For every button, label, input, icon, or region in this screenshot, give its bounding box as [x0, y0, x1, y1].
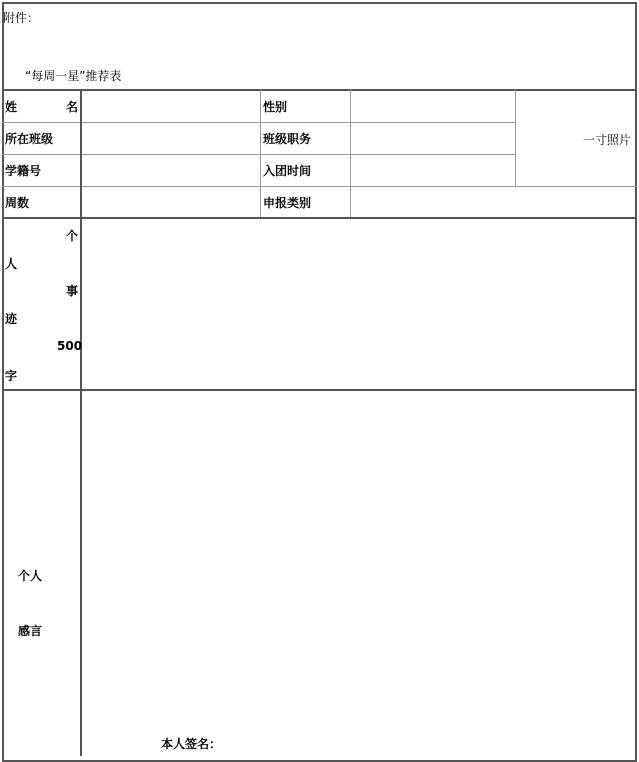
student-id-input[interactable]	[82, 156, 259, 185]
name-label-part1: 姓	[5, 100, 18, 114]
row-divider-3	[2, 186, 637, 187]
class-label: 所在班级	[5, 132, 54, 146]
deeds-label-count: 500	[57, 339, 83, 353]
class-role-input[interactable]	[352, 124, 514, 153]
week-input[interactable]	[82, 188, 259, 216]
league-join-time-label: 入团时间	[263, 164, 312, 178]
application-category-input[interactable]	[352, 188, 635, 216]
photo-label: 一寸照片	[583, 133, 632, 147]
gender-label: 性别	[263, 100, 288, 114]
name-label-part2: 名	[66, 100, 79, 114]
field-column-divider-1	[260, 89, 261, 217]
deeds-label-char-4: 迹	[5, 312, 18, 326]
name-input[interactable]	[82, 91, 259, 121]
league-join-time-input[interactable]	[352, 156, 514, 185]
signature-field[interactable]	[225, 728, 425, 754]
form-title: “每周一星”推荐表	[25, 69, 122, 83]
signature-label: 本人签名：	[161, 737, 222, 751]
reflection-label-line2: 感言	[18, 624, 43, 638]
class-role-label: 班级职务	[263, 132, 312, 146]
student-id-label: 学籍号	[5, 164, 42, 178]
week-label: 周数	[5, 196, 30, 210]
deeds-label-char-1: 个	[66, 229, 79, 243]
gender-input[interactable]	[352, 91, 514, 121]
deeds-label-char-3: 事	[66, 284, 79, 298]
annex-label: 附件：	[3, 11, 40, 25]
photo-column-divider	[515, 89, 516, 186]
class-input[interactable]	[82, 124, 259, 153]
deeds-label-char-6: 字	[5, 369, 18, 383]
personal-deeds-input[interactable]	[82, 219, 635, 387]
deeds-label-char-2: 人	[5, 257, 18, 271]
field-column-divider-2	[350, 89, 351, 217]
reflection-label-line1: 个人	[18, 569, 43, 583]
application-category-label: 申报类别	[263, 196, 312, 210]
personal-reflection-input[interactable]	[82, 391, 635, 721]
